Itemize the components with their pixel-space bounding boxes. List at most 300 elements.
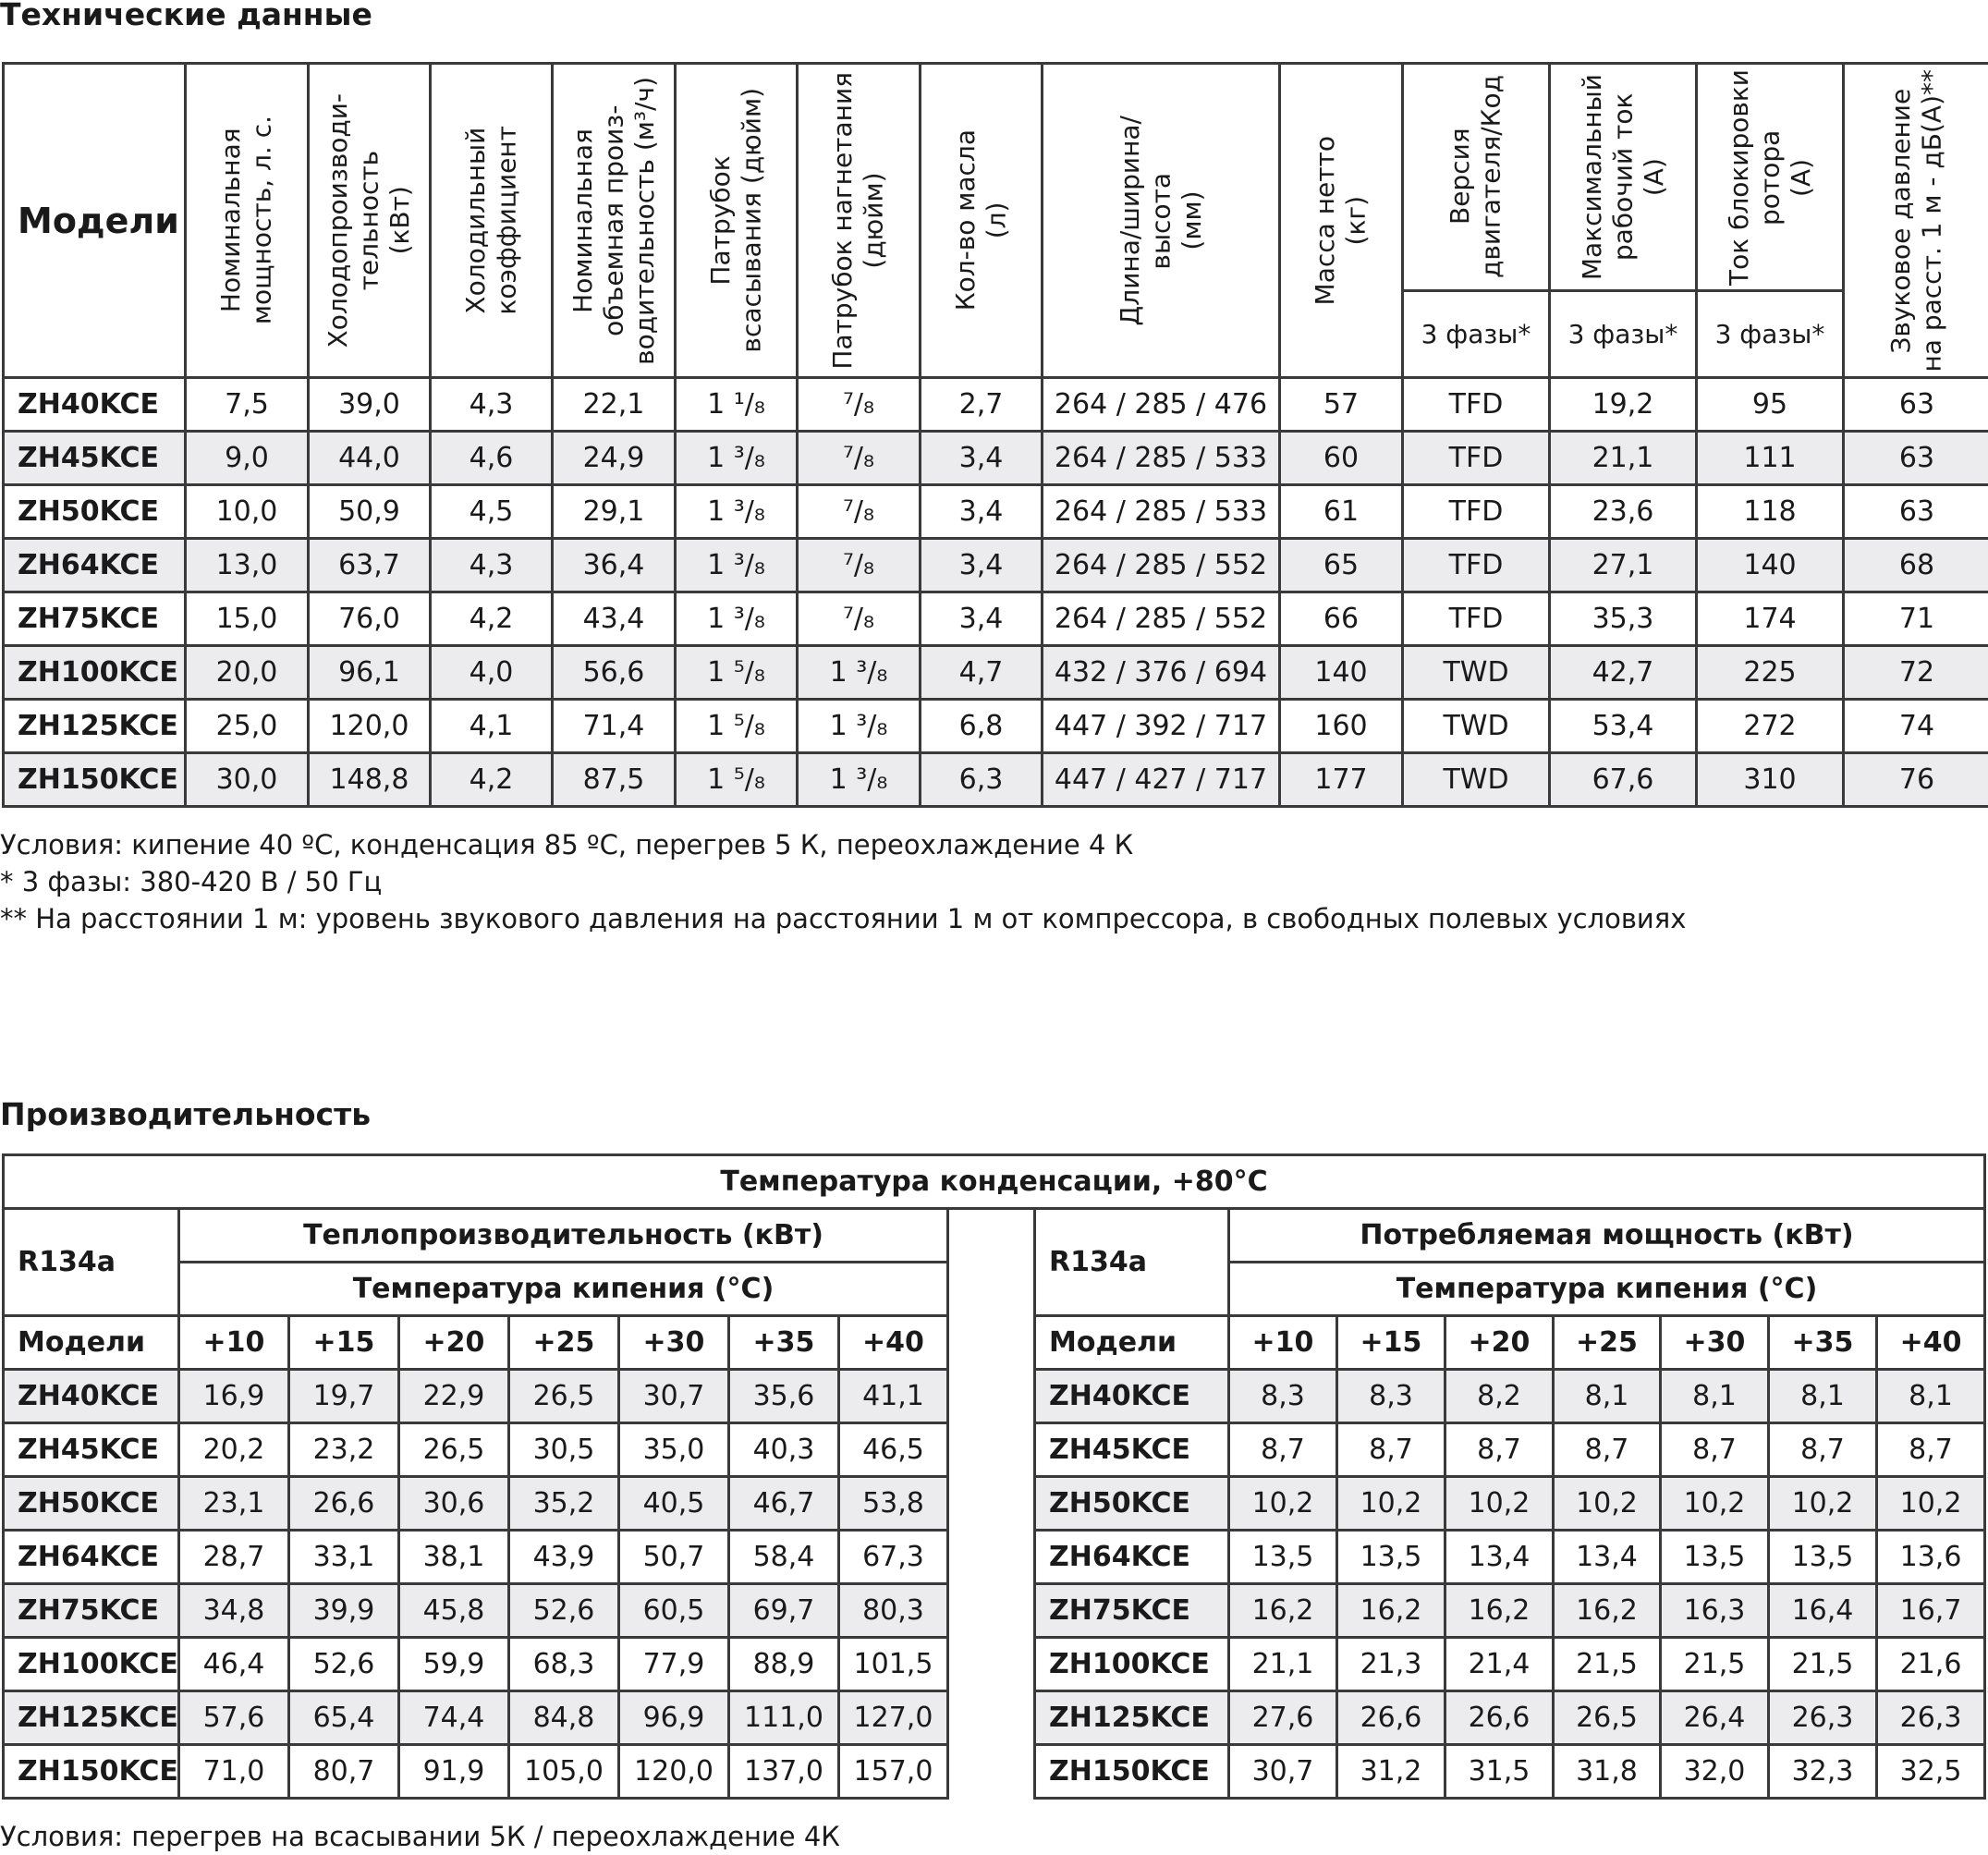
heating-capacity-cell: 39,9 bbox=[289, 1584, 399, 1638]
disp-cell: 56,6 bbox=[553, 646, 676, 700]
tech-note-sound: ** На расстоянии 1 м: уровень звукового давления на расстоянии 1 м от компрессора, в свободных полевых условиях bbox=[0, 903, 1687, 934]
motor-cell: TFD bbox=[1403, 485, 1550, 539]
header-line: Звуковое давление bbox=[1885, 88, 1917, 353]
dimensions-header bbox=[1043, 64, 1280, 378]
heating-capacity-cell: 45,8 bbox=[399, 1584, 509, 1638]
oil-cell: 3,4 bbox=[921, 592, 1043, 646]
weight-cell: 160 bbox=[1280, 700, 1403, 753]
table-row bbox=[4, 485, 1988, 539]
oil-cell: 3,4 bbox=[921, 539, 1043, 592]
power-input-cell: 8,7 bbox=[1229, 1423, 1337, 1477]
header-line: рабочий ток bbox=[1607, 92, 1639, 262]
power-input-cell: 27,6 bbox=[1229, 1691, 1337, 1745]
dims-cell: 264 / 285 / 533 bbox=[1043, 432, 1280, 485]
power-input-cell: 8,7 bbox=[1877, 1423, 1985, 1477]
mcc-cell: 35,3 bbox=[1550, 592, 1697, 646]
heating-capacity-cell: 69,7 bbox=[729, 1584, 839, 1638]
refrigerant-label-right: R134a bbox=[1035, 1209, 1229, 1316]
power-input-cell: 13,4 bbox=[1445, 1531, 1554, 1584]
heating-capacity-cell: 84,8 bbox=[509, 1691, 619, 1745]
suction-cell: 1 ⁵/₈ bbox=[676, 646, 798, 700]
weight-cell: 60 bbox=[1280, 432, 1403, 485]
oil-cell: 6,8 bbox=[921, 700, 1043, 753]
header-line: (А) bbox=[1638, 158, 1669, 197]
power-input-cell: 10,2 bbox=[1445, 1477, 1554, 1531]
sound-cell: 63 bbox=[1844, 378, 1988, 432]
model-name-cell: ZH50KCE bbox=[1035, 1477, 1229, 1531]
evap-temp-title-left: Температура кипения (°C) bbox=[179, 1263, 948, 1316]
table-row bbox=[4, 1370, 1985, 1423]
power-input-cell: 21,1 bbox=[1229, 1638, 1337, 1691]
model-name-cell: ZH40KCE bbox=[4, 1370, 179, 1423]
model-name-cell: ZH125KCE bbox=[4, 700, 186, 753]
cop-cell: 4,5 bbox=[431, 485, 553, 539]
heating-capacity-cell: 26,5 bbox=[399, 1423, 509, 1477]
power-input-cell: 32,5 bbox=[1877, 1745, 1985, 1799]
heating-capacity-cell: 20,2 bbox=[179, 1423, 289, 1477]
disp-cell: 87,5 bbox=[553, 753, 676, 807]
motor-header bbox=[1403, 64, 1550, 291]
power-input-cell: 16,2 bbox=[1229, 1584, 1337, 1638]
disp-cell: 24,9 bbox=[553, 432, 676, 485]
sound-cell: 74 bbox=[1844, 700, 1988, 753]
heating-capacity-cell: 88,9 bbox=[729, 1638, 839, 1691]
power-input-cell: 16,4 bbox=[1769, 1584, 1877, 1638]
header-line: Ток блокировки bbox=[1723, 68, 1754, 286]
heating-capacity-cell: 80,3 bbox=[839, 1584, 948, 1638]
power-input-cell: 13,5 bbox=[1337, 1531, 1445, 1584]
mcc-cell: 23,6 bbox=[1550, 485, 1697, 539]
tech-data-table bbox=[2, 62, 1988, 808]
motor-cell: TFD bbox=[1403, 592, 1550, 646]
power-input-cell: 8,2 bbox=[1445, 1370, 1554, 1423]
weight-header bbox=[1280, 64, 1403, 378]
heating-capacity-cell: 52,6 bbox=[289, 1638, 399, 1691]
power-input-cell: 26,3 bbox=[1877, 1691, 1985, 1745]
power-input-cell: 8,1 bbox=[1554, 1370, 1661, 1423]
power-input-cell: 26,3 bbox=[1769, 1691, 1877, 1745]
cap-cell: 63,7 bbox=[309, 539, 431, 592]
heating-capacity-cell: 101,5 bbox=[839, 1638, 948, 1691]
models-label-left: Модели bbox=[4, 1316, 179, 1370]
power-input-cell: 8,7 bbox=[1769, 1423, 1877, 1477]
power-input-cell: 21,5 bbox=[1769, 1638, 1877, 1691]
oil-cell: 2,7 bbox=[921, 378, 1043, 432]
header-line: водительность (м³/ч) bbox=[628, 76, 660, 365]
power-input-cell: 8,7 bbox=[1337, 1423, 1445, 1477]
heating-capacity-cell: 96,9 bbox=[619, 1691, 729, 1745]
model-name-cell: ZH100KCE bbox=[4, 1638, 179, 1691]
header-line: тельность bbox=[353, 150, 384, 291]
header-line: Номинальная bbox=[567, 128, 598, 313]
cop-cell: 4,3 bbox=[431, 378, 553, 432]
cap-cell: 39,0 bbox=[309, 378, 431, 432]
suction-cell: 1 ⁵/₈ bbox=[676, 700, 798, 753]
model-name-cell: ZH45KCE bbox=[1035, 1423, 1229, 1477]
evap-temp-header: +25 bbox=[509, 1316, 619, 1370]
table-row bbox=[4, 1584, 1985, 1638]
heating-capacity-cell: 19,7 bbox=[289, 1370, 399, 1423]
header-line: всасывания (дюйм) bbox=[736, 88, 767, 353]
model-name-cell: ZH100KCE bbox=[4, 646, 186, 700]
hp-cell: 25,0 bbox=[186, 700, 309, 753]
disp-cell: 71,4 bbox=[553, 700, 676, 753]
evap-temp-header: +10 bbox=[1229, 1316, 1337, 1370]
heating-capacity-cell: 58,4 bbox=[729, 1531, 839, 1584]
mcc-cell: 27,1 bbox=[1550, 539, 1697, 592]
tech-data-rows bbox=[4, 378, 1988, 807]
lra-cell: 272 bbox=[1697, 700, 1844, 753]
suction-cell: 1 ³/₈ bbox=[676, 485, 798, 539]
motor-cell: TFD bbox=[1403, 378, 1550, 432]
heating-capacity-cell: 52,6 bbox=[509, 1584, 619, 1638]
header-line: объемная произ- bbox=[598, 104, 629, 336]
header-line: мощность, л. с. bbox=[247, 116, 277, 325]
table-row bbox=[4, 1691, 1985, 1745]
dims-cell: 432 / 376 / 694 bbox=[1043, 646, 1280, 700]
motor-cell: TWD bbox=[1403, 700, 1550, 753]
mcc-cell: 53,4 bbox=[1550, 700, 1697, 753]
sound-cell: 68 bbox=[1844, 539, 1988, 592]
hp-cell: 7,5 bbox=[186, 378, 309, 432]
disp-cell: 36,4 bbox=[553, 539, 676, 592]
header-line: (дюйм) bbox=[859, 172, 889, 269]
sound-header bbox=[1844, 64, 1988, 378]
cap-cell: 120,0 bbox=[309, 700, 431, 753]
cop-cell: 4,2 bbox=[431, 753, 553, 807]
heating-capacity-cell: 22,9 bbox=[399, 1370, 509, 1423]
header-line: Патрубок bbox=[704, 155, 736, 286]
dims-cell: 264 / 285 / 533 bbox=[1043, 485, 1280, 539]
models-label-right: Модели bbox=[1035, 1316, 1229, 1370]
power-input-cell: 21,4 bbox=[1445, 1638, 1554, 1691]
table-row bbox=[4, 1477, 1985, 1531]
power-input-cell: 16,3 bbox=[1661, 1584, 1769, 1638]
header-line: Холодопроизводи- bbox=[323, 92, 354, 348]
evap-temp-header: +20 bbox=[399, 1316, 509, 1370]
power-input-cell: 8,1 bbox=[1769, 1370, 1877, 1423]
heating-capacity-cell: 120,0 bbox=[619, 1745, 729, 1799]
heating-capacity-cell: 91,9 bbox=[399, 1745, 509, 1799]
evap-temp-header: +35 bbox=[1769, 1316, 1877, 1370]
dims-cell: 447 / 427 / 717 bbox=[1043, 753, 1280, 807]
lra-header bbox=[1697, 64, 1844, 291]
hp-cell: 20,0 bbox=[186, 646, 309, 700]
lra-cell: 118 bbox=[1697, 485, 1844, 539]
header-line: Кол-во масла bbox=[949, 129, 981, 311]
heating-capacity-cell: 46,5 bbox=[839, 1423, 948, 1477]
lra-cell: 225 bbox=[1697, 646, 1844, 700]
heating-capacity-cell: 23,1 bbox=[179, 1477, 289, 1531]
table-row bbox=[4, 592, 1988, 646]
header-line: Патрубок нагнетания bbox=[827, 71, 859, 370]
heating-capacity-cell: 50,7 bbox=[619, 1531, 729, 1584]
model-name-cell: ZH150KCE bbox=[1035, 1745, 1229, 1799]
lra-cell: 310 bbox=[1697, 753, 1844, 807]
tech-note-phases: * 3 фазы: 380-420 В / 50 Гц bbox=[0, 866, 383, 897]
table-row bbox=[4, 646, 1988, 700]
mcc-cell: 42,7 bbox=[1550, 646, 1697, 700]
weight-cell: 57 bbox=[1280, 378, 1403, 432]
cop-cell: 4,1 bbox=[431, 700, 553, 753]
power-input-cell: 8,7 bbox=[1445, 1423, 1554, 1477]
tech-note-conditions: Условия: кипение 40 ºС, конденсация 85 ºС, перегрев 5 К, переохлаждение 4 К bbox=[0, 829, 1134, 860]
oil-cell: 6,3 bbox=[921, 753, 1043, 807]
table-gap bbox=[948, 1584, 1035, 1638]
disp-cell: 29,1 bbox=[553, 485, 676, 539]
header-line: Масса нетто bbox=[1310, 135, 1341, 306]
performance-title: Производительность bbox=[0, 1096, 372, 1132]
weight-cell: 66 bbox=[1280, 592, 1403, 646]
discharge-cell: 1 ³/₈ bbox=[798, 753, 921, 807]
heating-capacity-cell: 40,5 bbox=[619, 1477, 729, 1531]
header-line: (А) bbox=[1785, 158, 1816, 197]
heating-capacity-cell: 30,5 bbox=[509, 1423, 619, 1477]
table-gap bbox=[948, 1316, 1035, 1370]
model-name-cell: ZH40KCE bbox=[1035, 1370, 1229, 1423]
table-gap bbox=[948, 1209, 1035, 1316]
power-input-cell: 26,6 bbox=[1445, 1691, 1554, 1745]
hp-cell: 9,0 bbox=[186, 432, 309, 485]
model-name-cell: ZH150KCE bbox=[4, 1745, 179, 1799]
power-input-title: Потребляемая мощность (кВт) bbox=[1229, 1209, 1985, 1263]
table-row bbox=[4, 1423, 1985, 1477]
table-row bbox=[4, 378, 1988, 432]
mcc-cell: 67,6 bbox=[1550, 753, 1697, 807]
cap-cell: 76,0 bbox=[309, 592, 431, 646]
header-line: двигателя/Код bbox=[1476, 75, 1506, 279]
table-row bbox=[4, 1638, 1985, 1691]
table-gap bbox=[948, 1531, 1035, 1584]
heating-capacity-cell: 127,0 bbox=[839, 1691, 948, 1745]
weight-cell: 61 bbox=[1280, 485, 1403, 539]
suction-cell: 1 ⁵/₈ bbox=[676, 753, 798, 807]
heating-capacity-cell: 26,6 bbox=[289, 1477, 399, 1531]
evap-temp-header: +15 bbox=[289, 1316, 399, 1370]
condensing-temp-title: Температура конденсации, +80°C bbox=[4, 1155, 1985, 1209]
cop-cell: 4,3 bbox=[431, 539, 553, 592]
cop-cell: 4,0 bbox=[431, 646, 553, 700]
mcc-phase-header: 3 фазы* bbox=[1550, 291, 1697, 378]
heating-capacity-cell: 105,0 bbox=[509, 1745, 619, 1799]
evap-temp-header: +40 bbox=[839, 1316, 948, 1370]
heating-capacity-cell: 65,4 bbox=[289, 1691, 399, 1745]
heating-capacity-cell: 67,3 bbox=[839, 1531, 948, 1584]
header-line: (мм) bbox=[1176, 190, 1207, 250]
power-input-cell: 31,5 bbox=[1445, 1745, 1554, 1799]
heating-capacity-cell: 77,9 bbox=[619, 1638, 729, 1691]
discharge-cell: ⁷/₈ bbox=[798, 432, 921, 485]
heating-capacity-cell: 43,9 bbox=[509, 1531, 619, 1584]
discharge-cell: ⁷/₈ bbox=[798, 539, 921, 592]
hp-cell: 13,0 bbox=[186, 539, 309, 592]
tech-data-title: Технические данные bbox=[0, 0, 372, 32]
table-gap bbox=[948, 1423, 1035, 1477]
model-name-cell: ZH40KCE bbox=[4, 378, 186, 432]
suction-cell: 1 ³/₈ bbox=[676, 539, 798, 592]
power-input-cell: 21,6 bbox=[1877, 1638, 1985, 1691]
power-input-cell: 13,4 bbox=[1554, 1531, 1661, 1584]
refrigerant-label-left: R134a bbox=[4, 1209, 179, 1316]
heating-capacity-cell: 60,5 bbox=[619, 1584, 729, 1638]
power-input-cell: 26,5 bbox=[1554, 1691, 1661, 1745]
table-row bbox=[4, 539, 1988, 592]
dims-cell: 264 / 285 / 552 bbox=[1043, 539, 1280, 592]
heating-capacity-cell: 26,5 bbox=[509, 1370, 619, 1423]
evap-temp-header: +10 bbox=[179, 1316, 289, 1370]
model-name-cell: ZH150KCE bbox=[4, 753, 186, 807]
cop-cell: 4,2 bbox=[431, 592, 553, 646]
header-line: Длина/ширина/ bbox=[1114, 115, 1145, 326]
table-row bbox=[4, 753, 1988, 807]
power-input-cell: 31,2 bbox=[1337, 1745, 1445, 1799]
heating-capacity-cell: 74,4 bbox=[399, 1691, 509, 1745]
heating-capacity-cell: 34,8 bbox=[179, 1584, 289, 1638]
suction-cell: 1 ³/₈ bbox=[676, 432, 798, 485]
heating-capacity-cell: 71,0 bbox=[179, 1745, 289, 1799]
oil-header bbox=[921, 64, 1043, 378]
model-name-cell: ZH125KCE bbox=[1035, 1691, 1229, 1745]
heating-capacity-cell: 33,1 bbox=[289, 1531, 399, 1584]
power-input-cell: 13,5 bbox=[1229, 1531, 1337, 1584]
suction-cell: 1 ³/₈ bbox=[676, 592, 798, 646]
heating-capacity-cell: 41,1 bbox=[839, 1370, 948, 1423]
power-input-cell: 10,2 bbox=[1554, 1477, 1661, 1531]
header-line: высота bbox=[1145, 172, 1177, 269]
weight-cell: 65 bbox=[1280, 539, 1403, 592]
heating-capacity-cell: 30,6 bbox=[399, 1477, 509, 1531]
oil-cell: 4,7 bbox=[921, 646, 1043, 700]
mcc-header bbox=[1550, 64, 1697, 291]
power-input-cell: 10,2 bbox=[1229, 1477, 1337, 1531]
oil-cell: 3,4 bbox=[921, 485, 1043, 539]
evap-temp-header: +15 bbox=[1337, 1316, 1445, 1370]
heating-capacity-cell: 40,3 bbox=[729, 1423, 839, 1477]
heating-capacity-cell: 111,0 bbox=[729, 1691, 839, 1745]
table-gap bbox=[948, 1691, 1035, 1745]
header-line: на расст. 1 м - дБ(А)** bbox=[1917, 68, 1947, 372]
heating-capacity-cell: 57,6 bbox=[179, 1691, 289, 1745]
discharge-cell: ⁷/₈ bbox=[798, 485, 921, 539]
cap-cell: 148,8 bbox=[309, 753, 431, 807]
evap-temp-header: +30 bbox=[619, 1316, 729, 1370]
dims-cell: 264 / 285 / 476 bbox=[1043, 378, 1280, 432]
power-input-cell: 21,5 bbox=[1661, 1638, 1769, 1691]
header-line: ротора bbox=[1754, 128, 1786, 226]
performance-note: Условия: перегрев на всасывании 5К / переохлаждение 4К bbox=[0, 1821, 840, 1852]
heating-capacity-cell: 80,7 bbox=[289, 1745, 399, 1799]
lra-cell: 111 bbox=[1697, 432, 1844, 485]
model-name-cell: ZH75KCE bbox=[4, 1584, 179, 1638]
power-input-cell: 8,7 bbox=[1661, 1423, 1769, 1477]
model-name-cell: ZH125KCE bbox=[4, 1691, 179, 1745]
sound-cell: 63 bbox=[1844, 485, 1988, 539]
model-name-cell: ZH50KCE bbox=[4, 485, 186, 539]
model-name-cell: ZH64KCE bbox=[4, 539, 186, 592]
header-line: Холодильный bbox=[459, 127, 491, 314]
heating-capacity-cell: 137,0 bbox=[729, 1745, 839, 1799]
heating-capacity-title: Теплопроизводительность (кВт) bbox=[179, 1209, 948, 1263]
header-line: (кг) bbox=[1341, 195, 1372, 246]
power-input-cell: 16,7 bbox=[1877, 1584, 1985, 1638]
power-input-cell: 30,7 bbox=[1229, 1745, 1337, 1799]
evap-temp-header: +20 bbox=[1445, 1316, 1554, 1370]
model-name-cell: ZH50KCE bbox=[4, 1477, 179, 1531]
heating-capacity-cell: 16,9 bbox=[179, 1370, 289, 1423]
sound-cell: 71 bbox=[1844, 592, 1988, 646]
models-header: Модели bbox=[4, 64, 186, 378]
power-input-cell: 8,1 bbox=[1877, 1370, 1985, 1423]
evap-temp-header: +40 bbox=[1877, 1316, 1985, 1370]
power-input-cell: 13,5 bbox=[1769, 1531, 1877, 1584]
header-line: коэффициент bbox=[491, 126, 522, 315]
motor-cell: TFD bbox=[1403, 539, 1550, 592]
cop-header bbox=[431, 64, 553, 378]
weight-cell: 140 bbox=[1280, 646, 1403, 700]
hp-cell: 10,0 bbox=[186, 485, 309, 539]
table-gap bbox=[948, 1370, 1035, 1423]
lra-cell: 174 bbox=[1697, 592, 1844, 646]
power-input-cell: 8,7 bbox=[1554, 1423, 1661, 1477]
sound-cell: 63 bbox=[1844, 432, 1988, 485]
motor-cell: TWD bbox=[1403, 753, 1550, 807]
heating-capacity-cell: 46,7 bbox=[729, 1477, 839, 1531]
model-name-cell: ZH45KCE bbox=[4, 1423, 179, 1477]
power-input-cell: 8,3 bbox=[1229, 1370, 1337, 1423]
power-input-cell: 21,3 bbox=[1337, 1638, 1445, 1691]
discharge-cell: ⁷/₈ bbox=[798, 378, 921, 432]
hp-cell: 15,0 bbox=[186, 592, 309, 646]
table-row bbox=[4, 432, 1988, 485]
heating-capacity-cell: 38,1 bbox=[399, 1531, 509, 1584]
power-input-cell: 10,2 bbox=[1337, 1477, 1445, 1531]
header-line: (кВт) bbox=[384, 186, 416, 255]
heating-capacity-cell: 157,0 bbox=[839, 1745, 948, 1799]
motor-cell: TWD bbox=[1403, 646, 1550, 700]
dims-cell: 264 / 285 / 552 bbox=[1043, 592, 1280, 646]
discharge-cell: 1 ³/₈ bbox=[798, 646, 921, 700]
model-name-cell: ZH64KCE bbox=[4, 1531, 179, 1584]
heating-capacity-cell: 68,3 bbox=[509, 1638, 619, 1691]
heating-capacity-cell: 53,8 bbox=[839, 1477, 948, 1531]
motor-phase-header: 3 фазы* bbox=[1403, 291, 1550, 378]
power-input-cell: 21,5 bbox=[1554, 1638, 1661, 1691]
sound-cell: 76 bbox=[1844, 753, 1988, 807]
table-gap bbox=[948, 1477, 1035, 1531]
heating-capacity-cell: 35,2 bbox=[509, 1477, 619, 1531]
power-input-cell: 32,0 bbox=[1661, 1745, 1769, 1799]
discharge-header bbox=[798, 64, 921, 378]
model-name-cell: ZH75KCE bbox=[4, 592, 186, 646]
evap-temp-header: +25 bbox=[1554, 1316, 1661, 1370]
power-input-cell: 32,3 bbox=[1769, 1745, 1877, 1799]
heating-capacity-cell: 30,7 bbox=[619, 1370, 729, 1423]
capacity-header bbox=[309, 64, 431, 378]
power-input-cell: 10,2 bbox=[1877, 1477, 1985, 1531]
evap-temp-header: +30 bbox=[1661, 1316, 1769, 1370]
disp-cell: 43,4 bbox=[553, 592, 676, 646]
table-row bbox=[4, 1531, 1985, 1584]
evap-temp-title-right: Температура кипения (°C) bbox=[1229, 1263, 1985, 1316]
heating-capacity-cell: 35,6 bbox=[729, 1370, 839, 1423]
suction-header bbox=[676, 64, 798, 378]
weight-cell: 177 bbox=[1280, 753, 1403, 807]
evap-temp-header: +35 bbox=[729, 1316, 839, 1370]
lra-cell: 95 bbox=[1697, 378, 1844, 432]
header-line: Максимальный bbox=[1576, 73, 1607, 281]
cop-cell: 4,6 bbox=[431, 432, 553, 485]
model-name-cell: ZH45KCE bbox=[4, 432, 186, 485]
